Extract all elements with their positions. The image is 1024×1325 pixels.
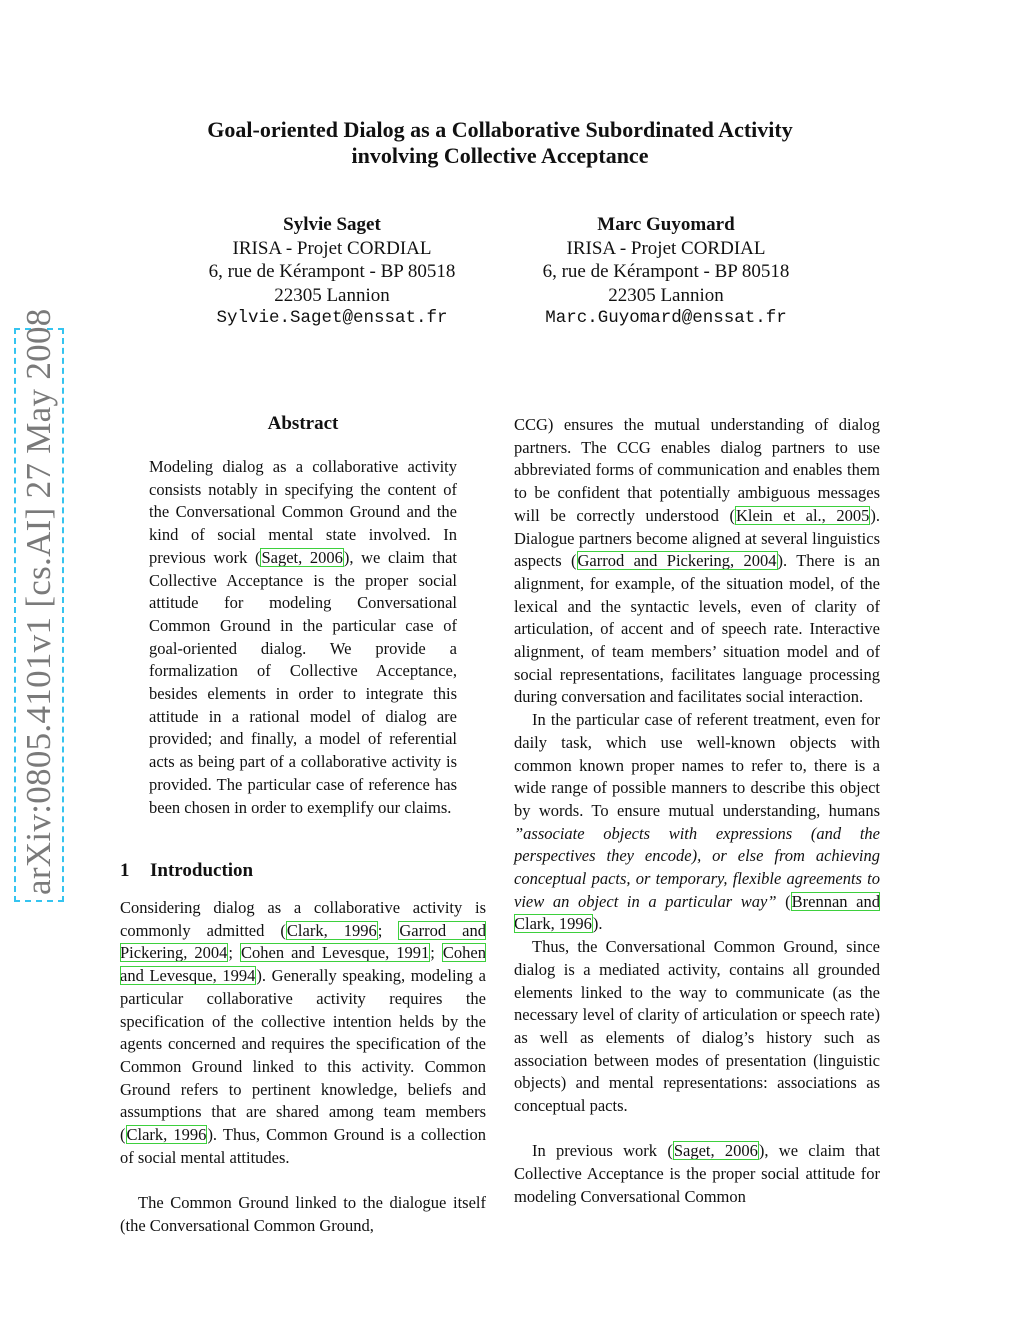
citation-link[interactable]: Saget, 2006 bbox=[673, 1141, 758, 1161]
body-paragraph-2 bbox=[514, 709, 880, 936]
body-paragraph-3: Thus, the Conversational Common Ground, since dialog is a mediated activity, contains all grounded elements linked to the way to communicate (as the necessary level of clarity of articulation or speech rate) as well as elements of dialog’s history such as association between modes of presentation (linguistic objects) and mental representations: associations as conceptual pacts. bbox=[514, 937, 880, 1116]
title-line-1: Goal-oriented Dialog as a Collaborative Subordinated Activity bbox=[207, 117, 793, 142]
body-text: ). Generally speaking, modeling a particular collaborative activity requires the specification of the collective intention helds by the agents concerned and requires the specification of the Common Ground linked to this activity. Common Ground refers to pertinent knowledge, beliefs and assumptions that are shared among team members ( bbox=[120, 966, 486, 1145]
author-city: 22305 Lannion bbox=[608, 284, 724, 306]
body-text: ; bbox=[377, 920, 383, 940]
body-text: In previous work ( bbox=[532, 1141, 673, 1161]
body-text: ). Dialogue partners become aligned at several linguistics aspects ( bbox=[514, 505, 880, 571]
intro-paragraph-1 bbox=[120, 897, 486, 1169]
title-line-2: involving Collective Acceptance bbox=[351, 143, 649, 168]
section-heading bbox=[120, 860, 253, 882]
right-column bbox=[514, 414, 880, 1209]
author-name: Sylvie Saget bbox=[283, 214, 381, 235]
abstract-text: Modeling dialog as a collaborative activity consists notably in specifying the content of the Conversational Common Ground and the kind of social mental state involved. In previous work ( bbox=[149, 457, 457, 567]
author-address: 6, rue de Kérampont - BP 80518 bbox=[208, 261, 456, 282]
quoted-text: ”associate objects with expressions (and the perspectives they encode), or else from achieving conceptual pacts, or temporary, flexible agreements to view an object in a particular way” bbox=[514, 823, 880, 911]
author-email: Sylvie.Saget@enssat.fr bbox=[216, 308, 448, 328]
author-affiliation: IRISA - Projet CORDIAL bbox=[232, 237, 432, 259]
abstract-text: ), we claim that Collective Acceptance is the proper social attitude for modeling Conversational Common Ground in the particular case of goal-oriented dialog. We provide a formalization of Collective Acceptance, besides elements in order to integrate this attitude in a rational model of dialog are provided; and finally, a model of referential acts as being part of a collaborative activity is provided. The particular case of reference has been chosen in order to exemplify our claims. bbox=[149, 547, 457, 817]
body-paragraph-1 bbox=[514, 414, 880, 709]
body-text: ). Thus, Common Ground is a collection of social mental attitudes. bbox=[120, 1125, 486, 1167]
body-text: CCG) ensures the mutual understanding of dialog partners. The CCG enables dialog partners to use abbreviated forms of communication and enables them to be confident that potentially ambiguous messages will be correctly understood ( bbox=[514, 415, 880, 525]
body-text: Considering dialog as a collaborative activity is commonly admitted ( bbox=[120, 898, 486, 940]
citation-link[interactable]: Klein et al., 2005 bbox=[735, 505, 870, 525]
citation-link[interactable]: Clark, 1996 bbox=[126, 1125, 207, 1145]
author-email: Marc.Guyomard@enssat.fr bbox=[545, 308, 787, 328]
citation-link[interactable]: Saget, 2006 bbox=[261, 547, 343, 567]
section-title: Introduction bbox=[150, 860, 254, 881]
body-text: ; bbox=[228, 943, 233, 963]
section-number: 1 bbox=[120, 860, 130, 881]
citation-link[interactable]: Cohen and Levesque, 1991 bbox=[241, 943, 430, 963]
body-paragraph-4 bbox=[514, 1140, 880, 1208]
author-address: 6, rue de Kérampont - BP 80518 bbox=[542, 261, 790, 282]
body-text: In the particular case of referent treatment, even for daily task, which use well-known objects with common known proper names to refer to, there is a wide range of possible manners to describe this object by words. To ensure mutual understanding, humans bbox=[514, 710, 880, 820]
citation-link[interactable]: Garrod and Pickering, 2004 bbox=[577, 551, 777, 571]
body-text: ). There is an alignment, for example, of the situation model, of the lexical and the syntactic levels, even of clarity of articulation, of accent and of speech rate. Interactive alignment, of team members’ situation model and of social representations, facilitates language processing during conversation and facilitates social interaction. bbox=[514, 551, 880, 707]
body-text: ( bbox=[776, 891, 791, 911]
abstract-body bbox=[149, 456, 457, 819]
citation-link[interactable]: Clark, 1996 bbox=[286, 920, 377, 940]
paper-title bbox=[120, 117, 880, 169]
abstract-heading: Abstract bbox=[267, 413, 339, 434]
intro-paragraph-2: The Common Ground linked to the dialogue itself (the Conversational Common Ground, bbox=[120, 1193, 486, 1235]
citation-link[interactable]: Brennan and Clark, 1996 bbox=[514, 891, 880, 934]
author-affiliation: IRISA - Projet CORDIAL bbox=[566, 237, 766, 259]
author-name: Marc Guyomard bbox=[597, 214, 735, 235]
arxiv-identifier: arXiv:0805.4101v1 [cs.AI] 27 May 2008 bbox=[19, 308, 58, 895]
body-text: ). bbox=[592, 914, 603, 934]
body-text: ), we claim that Collective Acceptance is the proper social attitude for modeling Conversational Common bbox=[514, 1141, 880, 1206]
author-city: 22305 Lannion bbox=[274, 284, 390, 306]
intro-column bbox=[120, 897, 486, 1238]
author-block-2 bbox=[496, 213, 836, 331]
body-text: ; bbox=[430, 943, 435, 963]
citation-link[interactable]: Cohen and Levesque, 1994 bbox=[120, 943, 486, 986]
citation-link[interactable]: Garrod and Pickering, 2004 bbox=[120, 920, 486, 963]
author-block-1 bbox=[162, 213, 502, 331]
